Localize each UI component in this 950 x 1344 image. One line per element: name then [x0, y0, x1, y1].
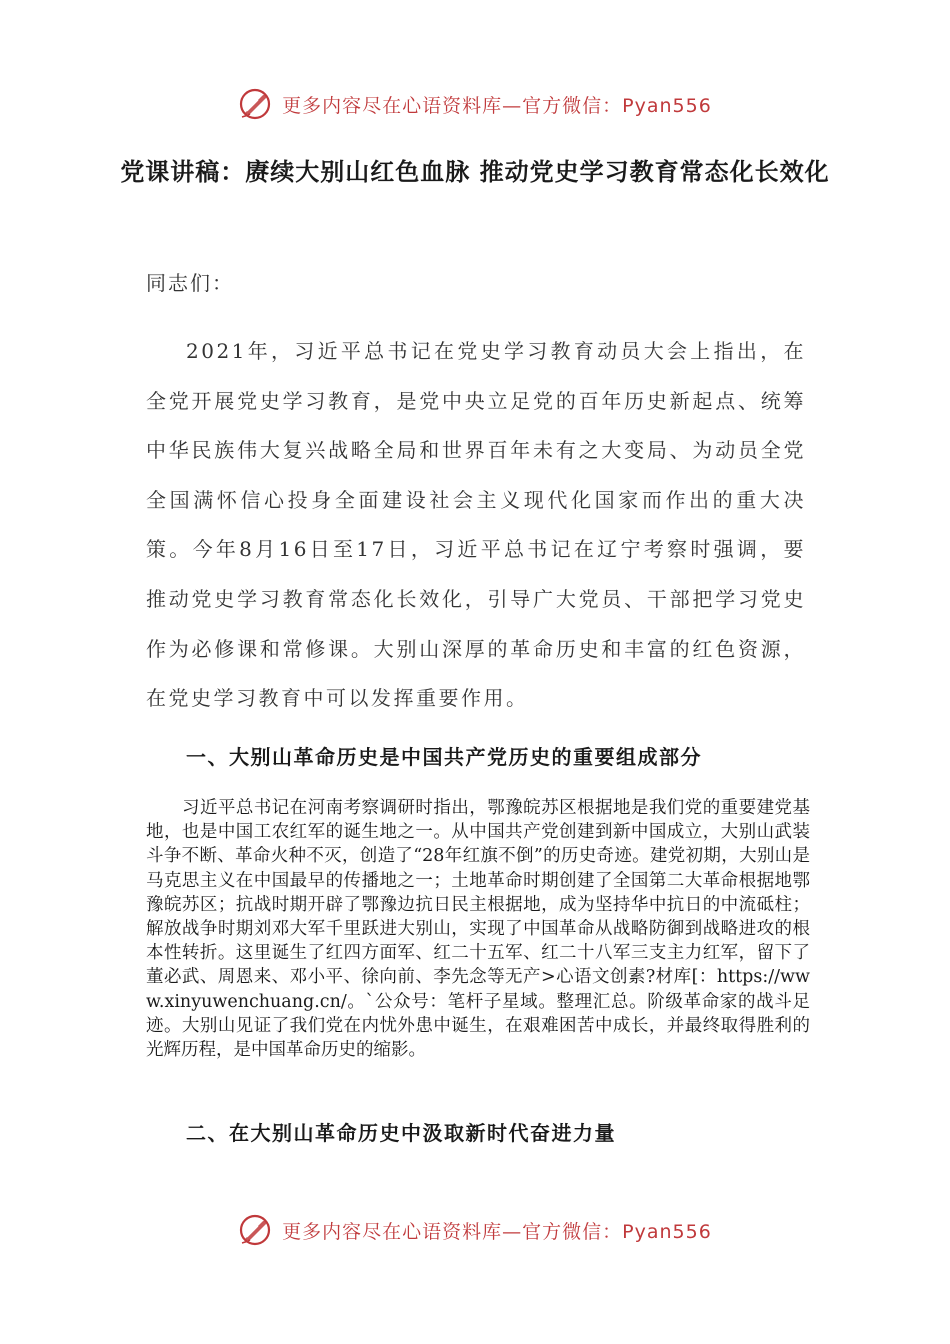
- watermark-text: 更多内容尽在心语资料库—官方微信：Pyan556: [282, 94, 712, 117]
- quill-pen-logo-icon: [238, 87, 272, 121]
- intro-paragraph: 2021年，习近平总书记在党史学习教育动员大会上指出，在全党开展党史学习教育，是党中央立足党的百年历史新起点、统筹中华民族伟大复兴战略全局和世界百年未有之大变局、为动员全党全国满怀信心投身全面建设社会主义现代化国家而作出的重大决策。今年8月16日至17日，习近平总书记在辽宁考察时强调，要推动党史学习教育常态化长效化，引导广大党员、干部把学习党史作为必修课和常修课。大别山深厚的革命历史和丰富的红色资源，在党史学习教育中可以发挥重要作用。: [146, 339, 806, 711]
- watermark-text: 更多内容尽在心语资料库—官方微信：Pyan556: [282, 1220, 712, 1243]
- section-1-paragraph: 习近平总书记在河南考察调研时指出，鄂豫皖苏区根据地是我们党的重要建党基地，也是中国工农红军的诞生地之一。从中国共产党创建到新中国成立，大别山武装斗争不断、革命火种不灭，创造了“28年红旗不倒”的历史奇迹。建党初期，大别山是马克思主义在中国最早的传播地之一；土地革命时期创建了全国第二大革命根据地鄂豫皖苏区；抗战时期开辟了鄂豫边抗日民主根据地，成为坚持华中抗日的中流砥柱；解放战争时期刘邓大军千里跃进大别山，实现了中国革命从战略防御到战略进攻的根本性转折。这里诞生了红四方面军、红二十五军、红二十八军三支主力红军，留下了董必武、周恩来、邓小平、徐向前、李先念等无产>心语文创素?材库[：https://www.xinyuwenchuang.cn/。`公众号：笔杆子星域。整理汇总。阶级革命家的战斗足迹。大别山见证了我们党在内忧外患中诞生，在艰难困苦中成长，并最终取得胜利的光辉历程，是中国革命历史的缩影。: [146, 798, 810, 1061]
- page-title: 党课讲稿：赓续大别山红色血脉 推动党史学习教育常态化长效化: [120, 158, 830, 186]
- section-1-heading: 一、大别山革命历史是中国共产党历史的重要组成部分: [186, 745, 702, 769]
- footer-watermark-banner: [0, 1210, 950, 1250]
- header-watermark-banner: [0, 84, 950, 124]
- section-2-heading: 二、在大别山革命历史中汲取新时代奋进力量: [186, 1121, 616, 1145]
- greeting: 同志们：: [146, 271, 234, 295]
- quill-pen-logo-icon: [238, 1213, 272, 1247]
